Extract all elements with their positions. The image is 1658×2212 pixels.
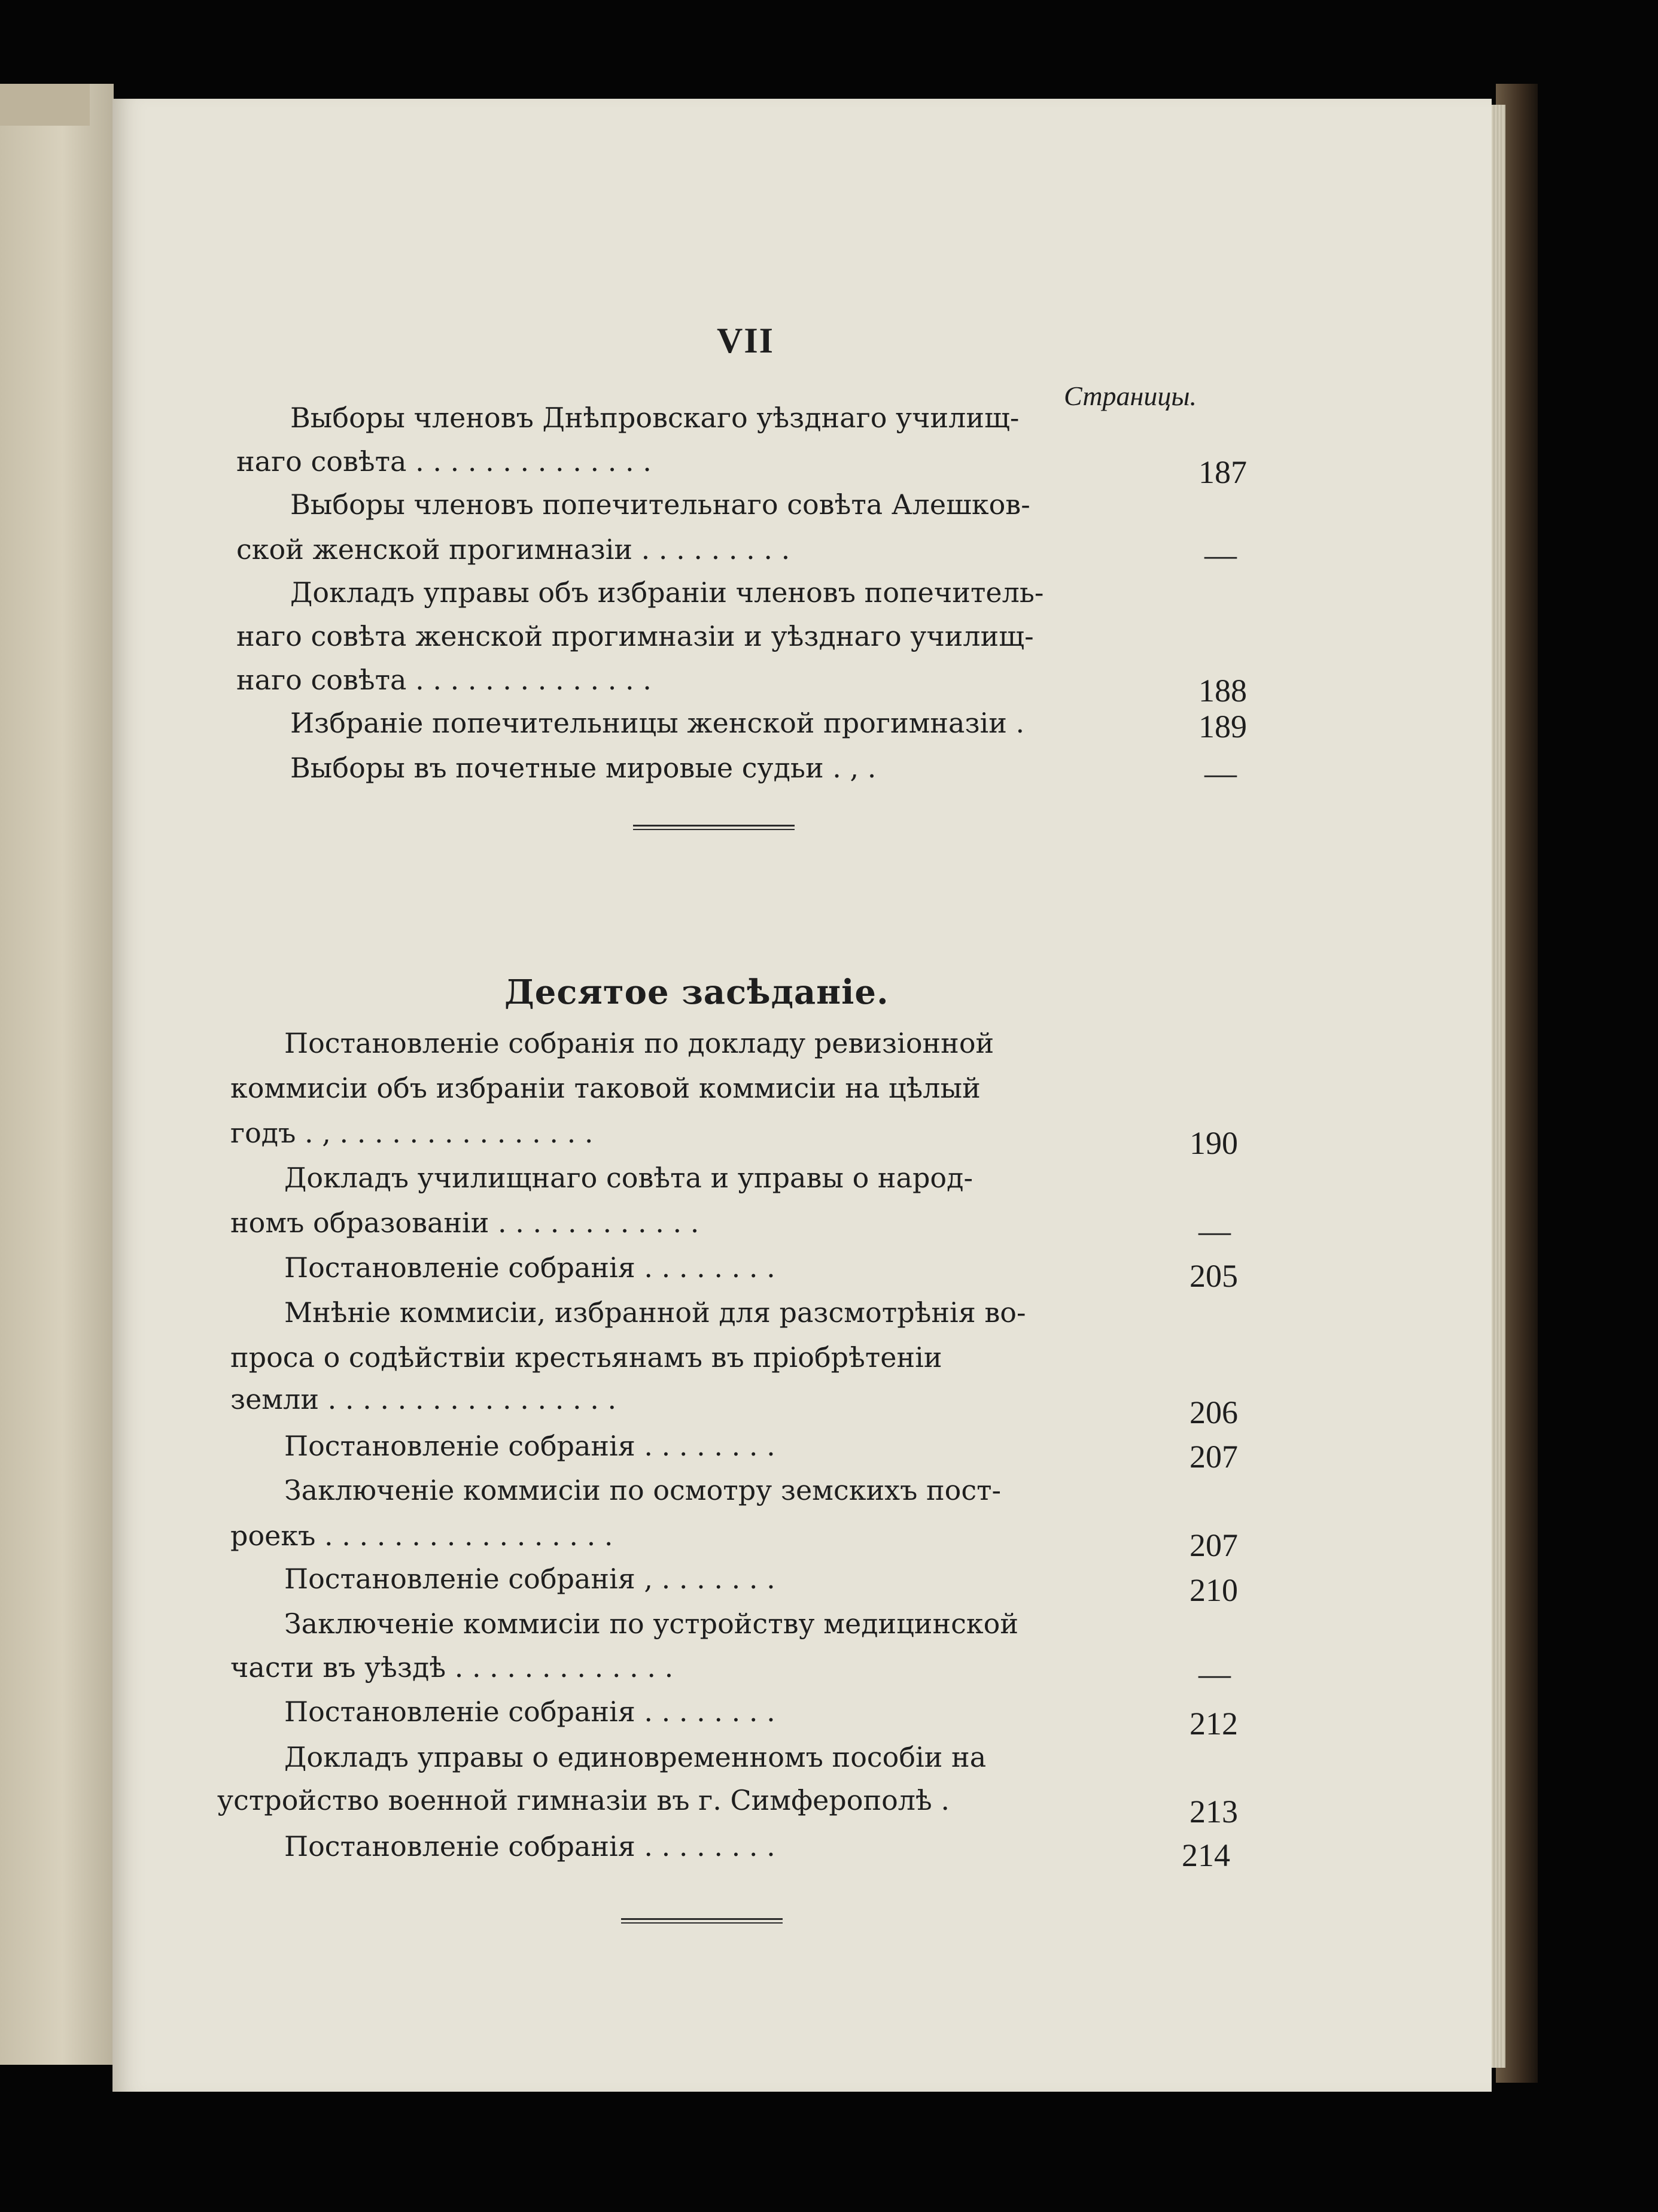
- left-page-edge: [0, 84, 114, 2065]
- toc-entry-line: наго совѣта . . . . . . . . . . . . . .: [236, 664, 652, 696]
- toc-entry-line: Постановленіе собранія , . . . . . . .: [284, 1563, 775, 1595]
- page-number: VII: [717, 321, 775, 360]
- left-spine: [0, 84, 90, 126]
- section-divider: [633, 825, 795, 830]
- toc-entry-line: ской женской прогимназіи . . . . . . . . .: [236, 533, 790, 566]
- toc-page-number: 210: [1189, 1572, 1238, 1608]
- toc-page-number: —: [1204, 537, 1237, 573]
- toc-entry-line: устройство военной гимназіи въ г. Симферополѣ .: [217, 1784, 950, 1816]
- toc-page-number: 205: [1189, 1258, 1238, 1294]
- toc-page-number: 214: [1182, 1837, 1230, 1873]
- toc-page-number: 213: [1189, 1794, 1238, 1830]
- toc-page-number: 189: [1198, 709, 1247, 745]
- toc-entry-line: Выборы въ почетные мировые судьи . , .: [290, 752, 877, 784]
- toc-entry-line: Докладъ училищнаго совѣта и управы о народ-: [284, 1162, 973, 1194]
- section-title: Десятое засѣданіе.: [504, 973, 889, 1012]
- toc-page-number: 187: [1198, 454, 1247, 490]
- toc-entry-line: Постановленіе собранія . . . . . . . .: [284, 1251, 775, 1284]
- toc-entry-line: Докладъ управы объ избраніи членовъ попечитель-: [290, 576, 1044, 609]
- toc-entry-line: наго совѣта . . . . . . . . . . . . . .: [236, 445, 652, 478]
- toc-page-number: —: [1198, 1213, 1231, 1249]
- toc-page-number: 207: [1189, 1527, 1238, 1563]
- toc-entry-line: Постановленіе собранія . . . . . . . .: [284, 1830, 775, 1862]
- end-divider: [621, 1918, 783, 1924]
- toc-entry-line: части въ уѣздѣ . . . . . . . . . . . . .: [230, 1651, 674, 1684]
- toc-entry-line: наго совѣта женской прогимназіи и уѣзднаго училищ-: [236, 620, 1034, 652]
- toc-entry-line: Постановленіе собранія по докладу ревизіонной: [284, 1027, 994, 1059]
- toc-page-number: 212: [1189, 1706, 1238, 1742]
- toc-entry-line: Постановленіе собранія . . . . . . . .: [284, 1696, 775, 1728]
- toc-entry-line: Постановленіе собранія . . . . . . . .: [284, 1430, 775, 1462]
- toc-entry-line: земли . . . . . . . . . . . . . . . . .: [230, 1383, 617, 1415]
- toc-entry-line: Мнѣніе коммисіи, избранной для разсмотрѣнія во-: [284, 1296, 1026, 1329]
- toc-entry-line: Избраніе попечительницы женской прогимназіи .: [290, 707, 1025, 739]
- toc-page-number: —: [1198, 1656, 1231, 1692]
- toc-entry-line: Докладъ управы о единовременномъ пособіи на: [284, 1741, 987, 1773]
- toc-entry-line: коммисіи объ избраніи таковой коммисіи на цѣлый: [230, 1072, 981, 1104]
- toc-entry-line: номъ образованіи . . . . . . . . . . . .: [230, 1207, 699, 1239]
- toc-page-number: 190: [1189, 1125, 1238, 1161]
- toc-page-number: —: [1204, 755, 1237, 791]
- table-of-contents-page: [112, 99, 1492, 2092]
- toc-entry-line: роекъ . . . . . . . . . . . . . . . . .: [230, 1520, 613, 1552]
- toc-entry-line: Выборы членовъ Днѣпровскаго уѣзднаго училищ-: [290, 402, 1020, 434]
- toc-entry-line: проса о содѣйствіи крестьянамъ въ пріобрѣтеніи: [230, 1341, 942, 1374]
- toc-entry-line: Выборы членовъ попечительнаго совѣта Алешков-: [290, 488, 1030, 521]
- toc-entry-line: Заключеніе коммисіи по осмотру земскихъ пост-: [284, 1474, 1002, 1506]
- toc-page-number: 206: [1189, 1394, 1238, 1430]
- toc-entry-line: годъ . , . . . . . . . . . . . . . . .: [230, 1117, 594, 1149]
- pages-column-label: Страницы.: [1064, 381, 1197, 411]
- toc-page-number: 207: [1189, 1439, 1238, 1475]
- toc-page-number: 188: [1198, 673, 1247, 709]
- toc-entry-line: Заключеніе коммисіи по устройству медицинской: [284, 1608, 1018, 1640]
